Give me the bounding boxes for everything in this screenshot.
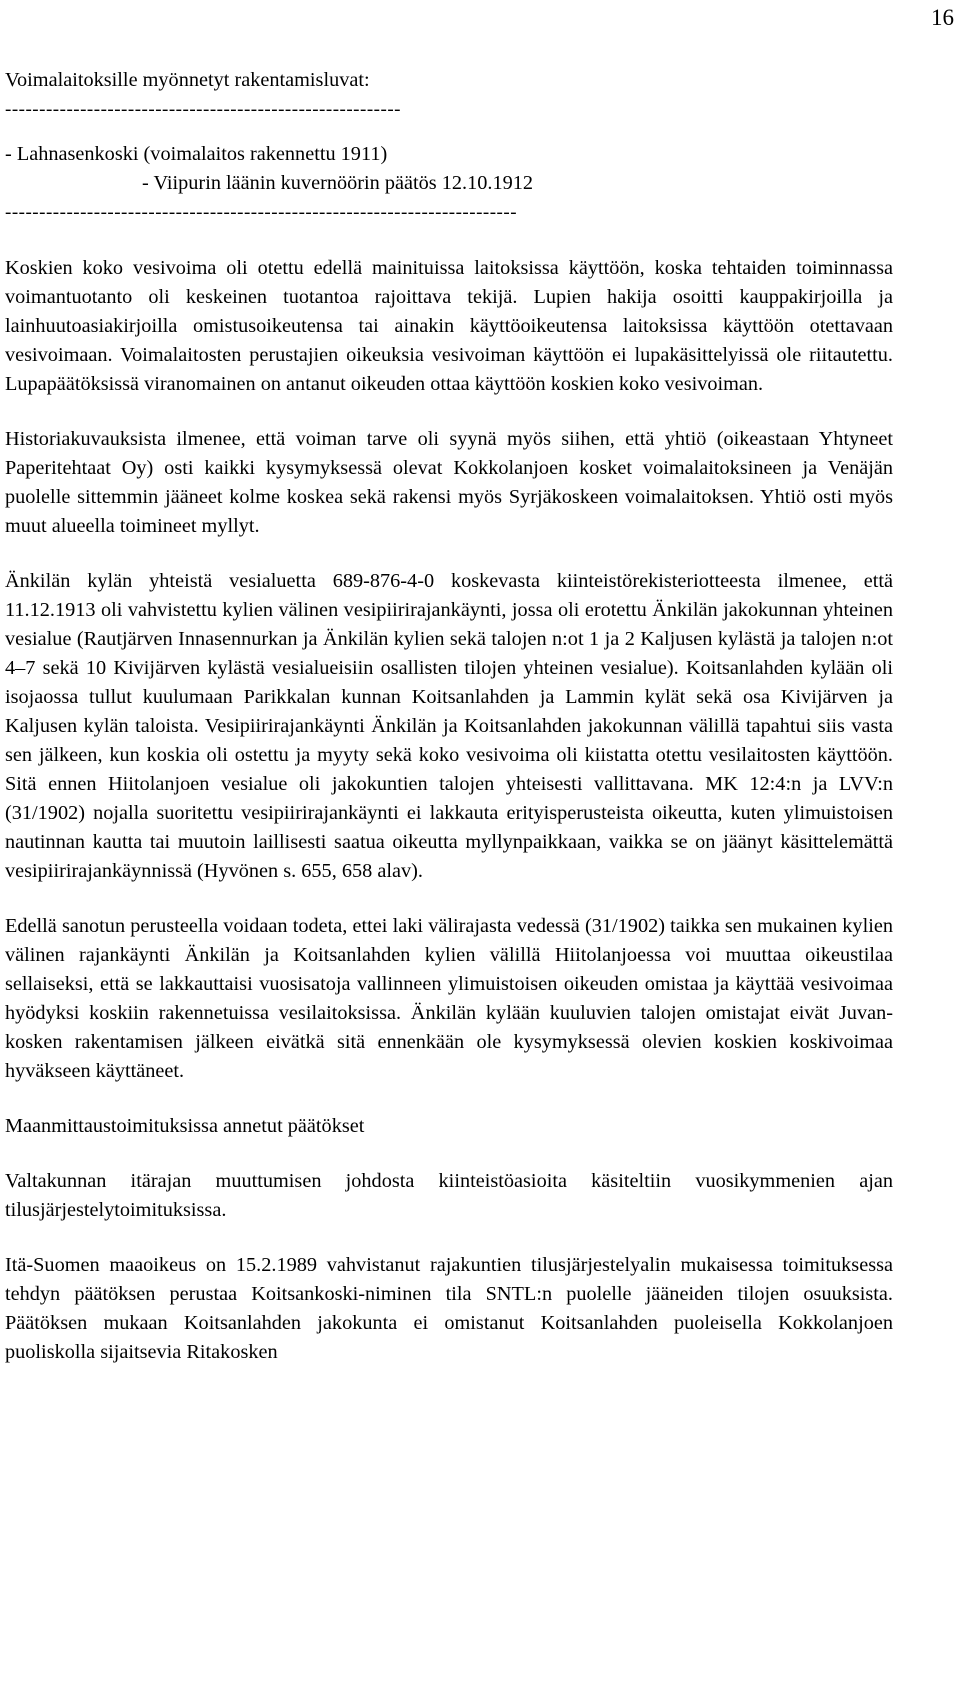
paragraph-history: Historiakuvauksista ilmenee, että voiman tarve oli syynä myös siihen, että yhtiö (oikeastaan Yhtyneet Paperitehtaat Oy) osti kaikki kysymyksessä olevat Kokkolanjoen kosket voimalaitoksineen ja Venäjän puolelle sittemmin jääneet kolme koskea sekä rakensi myös Syrjäkoskeen voimalaitoksen. Yhtiö osti myös muut alueella toimineet myllyt.	[5, 428, 893, 537]
document-body	[5, 66, 893, 1367]
section-title: Voimalaitoksille myönnetyt rakentamisluvat:	[5, 69, 370, 91]
paragraph-ankila-water-area: Änkilän kylän yhteistä vesialuetta 689-876-4-0 koskevasta kiinteistörekisteriotteesta ilmenee, että 11.12.1913 oli vahvistettu kylien välinen vesipiirirajankäynti, jossa oli erotettu Änkilän jakokunnan yhteinen vesialue (Rautjärven Innasennurkan ja Änkilän kylien sekä talojen n:ot 1 ja 2 Kaljusen kylästä ja talojen n:ot 4–7 sekä 10 Kivijärven kylästä vesialueisiin osallisten tilojen yhteinen vesialue). Koitsanlahden kylään oli isojaossa tullut kuulumaan Parikkalan kunnan Koitsanlahden ja Lammin kylät sekä osa Kivijärven ja Kaljusen kylän taloista. Vesipiirirajankäynti Änkilän ja Koitsanlahden jakokunnan välillä tapahtui siis vasta sen jälkeen, kun koskia oli ostettu ja myyty sekä koko vesivoima oli kiistatta otettu vesilaitosten käyttöön. Sitä ennen Hiitolanjoen vesialue oli jakokuntien talojen yhteisesti vallittavana. MK 12:4:n ja LVV:n (31/1902) nojalla suoritettu vesipiirirajankäynti ei lakkauta erityisperusteista oikeutta, kuten ylimuistoisen nautinnan kautta tai muutoin laillisesti saatua oikeutta myllynpaikkaan, vaikka se on jäänyt käsittelemättä vesipiirirajankäynnissä (Hyvönen s. 655, 658 alav).	[5, 570, 893, 882]
paragraph-waterpower: Koskien koko vesivoima oli otettu edellä mainituissa laitoksissa käyttöön, koska tehtaiden toiminnassa voimantuotanto oli keskeinen tuotantoa rajoittava tekijä. Lupien hakija osoitti kauppakirjoilla ja lainhuutoasiakirjoilla omistusoikeutensa tai ainakin käyttöoikeutensa laitoksissa käyttöön otettavaan vesivoimaan. Voimalaitosten perustajien oikeuksia vesivoiman käyttöön ei lupakäsittelyissä ole riitautettu. Lupapäätöksissä viranomainen on antanut oikeuden ottaa käyttöön koskien koko vesivoiman.	[5, 257, 893, 395]
permit-item: - Lahnasenkoski (voimalaitos rakennettu 1911)	[5, 143, 388, 165]
spacer	[5, 227, 893, 254]
paragraph-conclusion: Edellä sanotun perusteella voidaan todeta, ettei laki välirajasta vedessä (31/1902) taikka sen mukainen kylien välinen rajankäynti Änkilän ja Koitsanlahden kylien välillä Hiitolanjoessa voi muuttaa oikeustilaa sellaiseksi, että se lakkauttaisi vuosisatoja vallinneen ylimuistoisen oikeuden omistaa ja käyttää vesivoimaa hyödyksi koskiin rakennetuissa vesilaitoksissa. Änkilän kylään kuuluvien talojen omistajat eivät Juvankosken rakentamisen jälkeen eivätkä sitä ennenkään ole kysymyksessä olevien koskien koskivoimaa hyväkseen käyttäneet.	[5, 915, 893, 1082]
permit-decision: - Viipurin läänin kuvernöörin päätös 12.10.1912	[142, 172, 534, 194]
subheading-survey-decisions: Maanmittaustoimituksissa annetut päätökset	[5, 1115, 365, 1137]
divider-short: ----------------------------------------------------------	[5, 99, 401, 120]
paragraph-eastern-border: Valtakunnan itärajan muuttumisen johdosta kiinteistöasioita käsiteltiin vuosikymmenien ajan tilusjärjestelytoimituksissa.	[5, 1170, 893, 1221]
paragraph-land-court: Itä-Suomen maaoikeus on 15.2.1989 vahvistanut rajakuntien tilusjärjestelyalin mukaisessa toimituksessa tehdyn päätöksen perustaa Koitsankoski-niminen tila SNTL:n puolelle jääneiden tilojen osuuksista. Päätöksen mukaan Koitsanlahden jakokunta ei omistanut Koitsanlahden puoleisella Kokkolanjoen puoliskolla sijaitsevia Ritakosken	[5, 1254, 893, 1363]
page-number: 16	[931, 5, 954, 30]
divider-long: ---------------------------------------------------------------------------	[5, 202, 518, 223]
spacer	[5, 124, 893, 140]
